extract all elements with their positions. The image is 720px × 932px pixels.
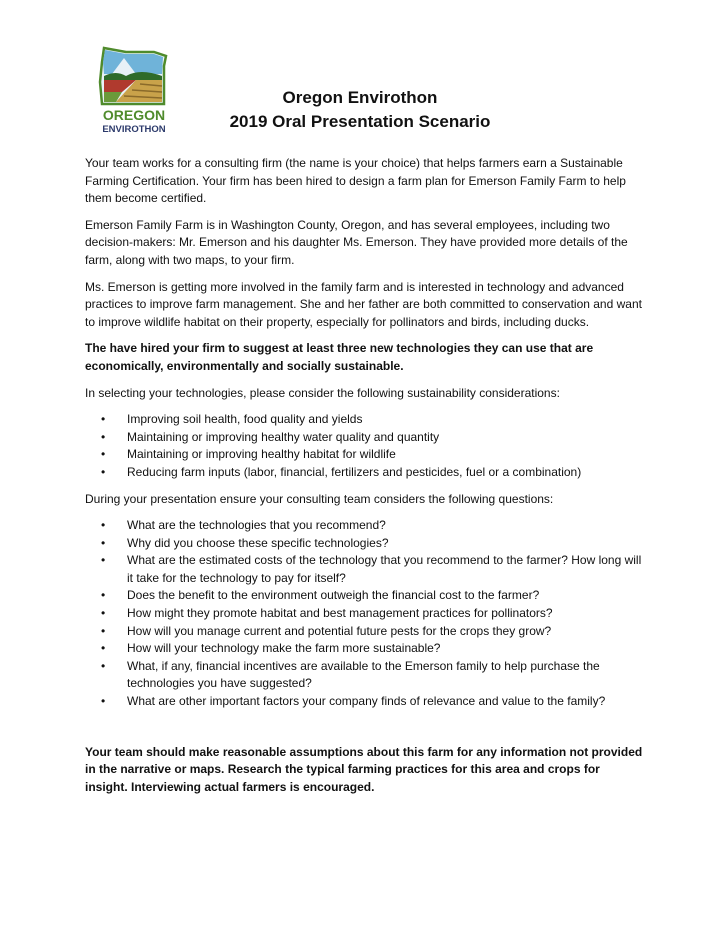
list-item: • Does the benefit to the environment outweigh the financial cost to the farmer? xyxy=(85,587,645,605)
list-item: • What are other important factors your company finds of relevance and value to the family? xyxy=(85,693,645,711)
list-item: • Improving soil health, food quality and yields xyxy=(85,411,645,429)
bullet-icon: • xyxy=(101,553,106,568)
intro-paragraph: Your team works for a consulting firm (the name is your choice) that helps farmers earn a Sustainable Farming Certification. Your firm has been hired to design a farm plan for Emerson Family Farm to help them become certified. xyxy=(85,156,626,206)
bullet-icon: • xyxy=(101,641,106,656)
bullet-icon: • xyxy=(101,447,106,462)
bullet-icon: • xyxy=(101,535,106,550)
list-item: • Maintaining or improving healthy water quality and quantity xyxy=(85,429,645,447)
bullet-icon: • xyxy=(101,518,106,533)
bullet-icon: • xyxy=(101,694,106,709)
intro-paragraph: Emerson Family Farm is in Washington County, Oregon, and has several employees, including two decision-makers: Mr. Emerson and his daughter Ms. Emerson. They have provided more details of the farm, along with two maps, to your firm. xyxy=(85,217,628,267)
page-subtitle: 2019 Oral Presentation Scenario xyxy=(229,112,491,131)
list-item: • Why did you choose these specific technologies? xyxy=(85,535,645,553)
bullet-icon: • xyxy=(101,588,106,603)
bullet-icon: • xyxy=(101,658,106,673)
page-title: Oregon Envirothon xyxy=(282,88,438,107)
closing-statement: Your team should make reasonable assumptions about this farm for any information not provided in the narrative or maps. Research the typical farming practices for this area and crops for insight. Interviewing actual farmers is encouraged. xyxy=(85,744,643,794)
task-statement: The have hired your firm to suggest at least three new technologies they can use that are economically, environmentally and socially sustainable. xyxy=(85,341,594,373)
logo-line1: OREGON xyxy=(102,107,166,123)
list-item: • How might they promote habitat and best management practices for pollinators? xyxy=(85,605,645,623)
logo-line2: ENVIROTHON xyxy=(102,124,166,135)
bullet-icon: • xyxy=(101,606,106,621)
questions-intro: During your presentation ensure your consulting team considers the following questions: xyxy=(85,491,554,506)
bullet-icon: • xyxy=(101,464,106,479)
considerations-list xyxy=(85,411,645,481)
page-title-block xyxy=(0,86,720,134)
bullet-icon: • xyxy=(101,412,106,427)
list-item: • What are the technologies that you recommend? xyxy=(85,517,645,535)
document-body xyxy=(85,155,645,805)
intro-paragraph: Ms. Emerson is getting more involved in the family farm and is interested in technology and advanced practices to improve farm management. She and her father are both committed to conservation and want to improve wildlife habitat on their property, especially for pollinators and birds, including ducks. xyxy=(85,279,642,329)
list-item: • What, if any, financial incentives are available to the Emerson family to help purchase the technologies you have suggested? xyxy=(101,658,600,691)
list-item: • What are the estimated costs of the technology that you recommend to the farmer? How long will it take for the technology to pay for itself? xyxy=(101,553,642,585)
bullet-icon: • xyxy=(101,429,106,444)
bullet-icon: • xyxy=(101,623,106,638)
questions-list xyxy=(85,517,645,711)
list-item: • Reducing farm inputs (labor, financial, fertilizers and pesticides, fuel or a combination) xyxy=(85,464,645,482)
list-item: • How will your technology make the farm more sustainable? xyxy=(85,640,645,658)
list-item: • Maintaining or improving healthy habitat for wildlife xyxy=(85,446,645,464)
list-item: • How will you manage current and potential future pests for the crops they grow? xyxy=(85,623,645,641)
considerations-intro: In selecting your technologies, please consider the following sustainability considerations: xyxy=(85,385,560,400)
